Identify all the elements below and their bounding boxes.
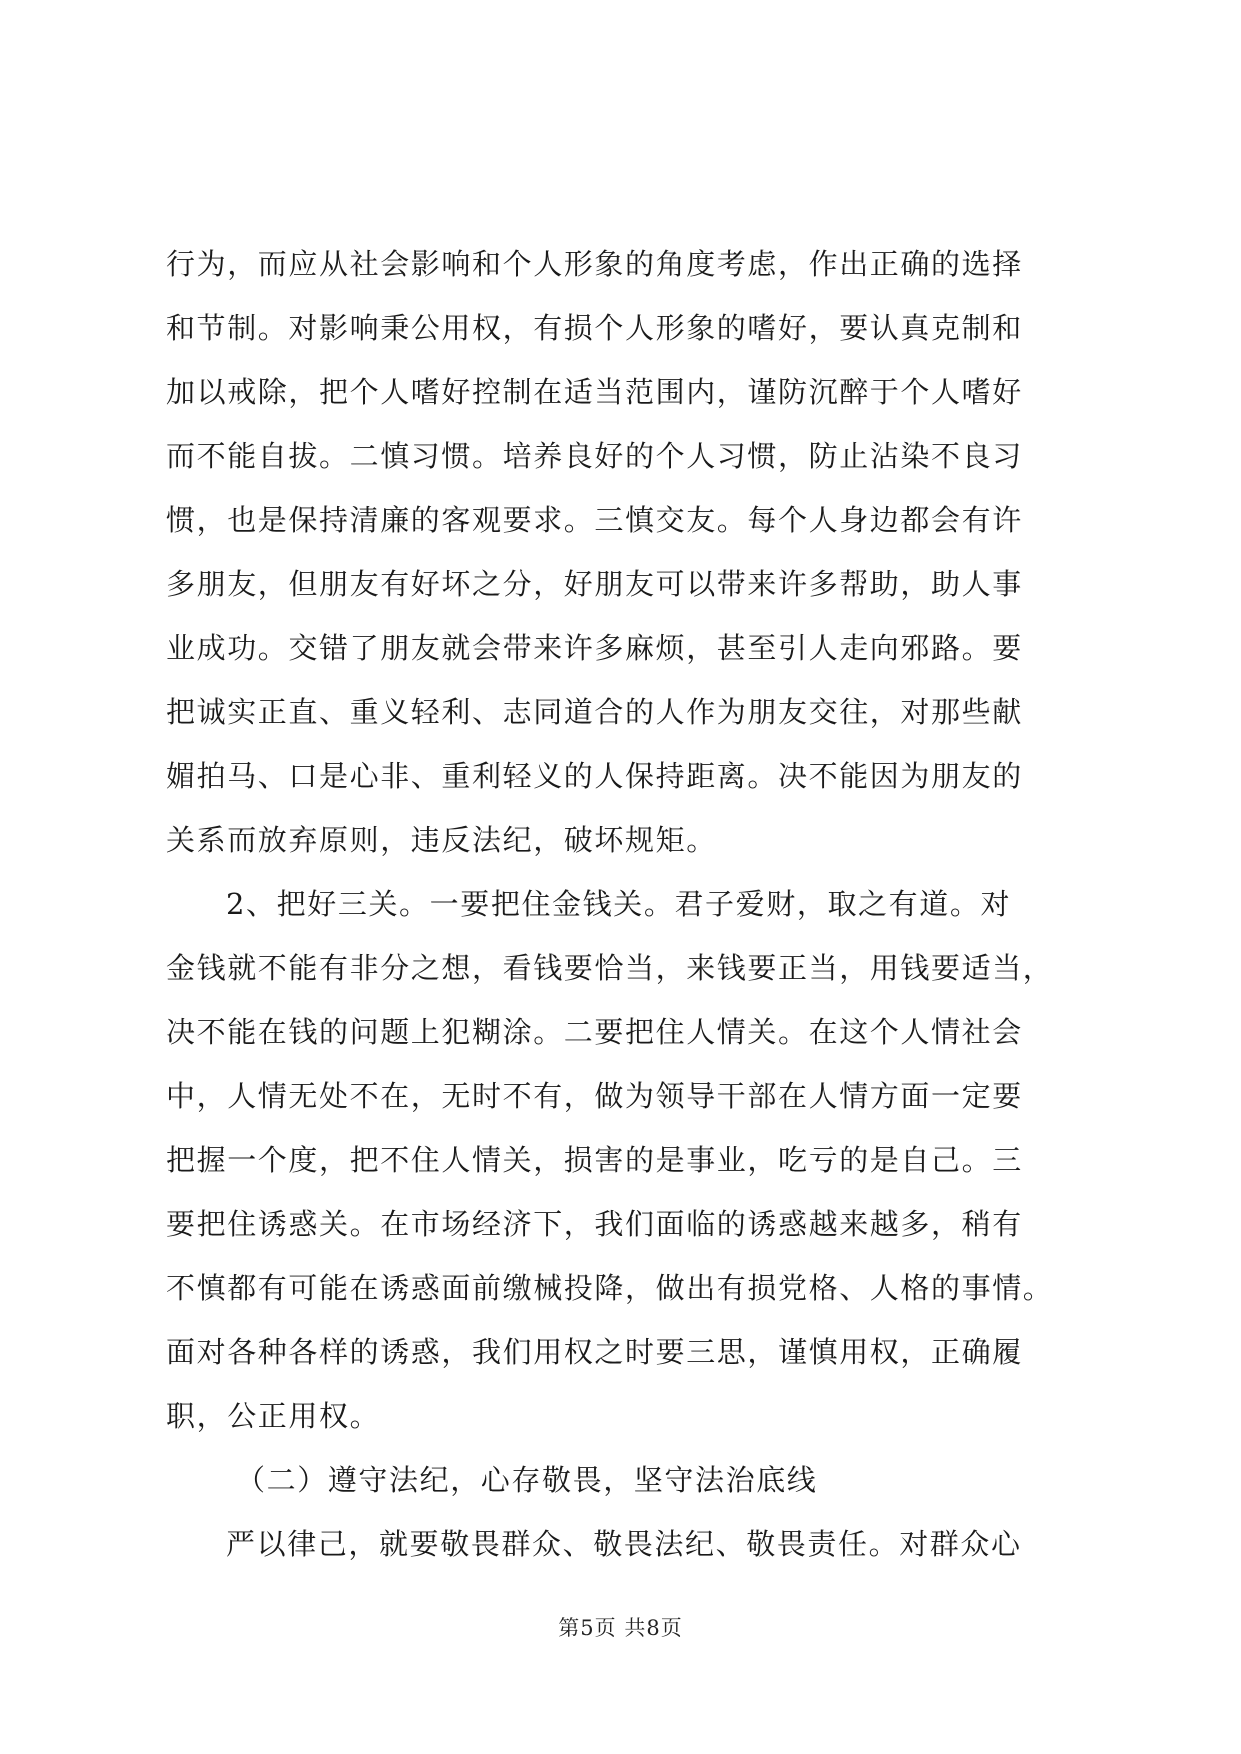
paragraph-start-line: 严以律己，就要敬畏群众、敬畏法纪、敬畏责任。对群众心: [226, 1527, 1022, 1561]
text-line: 业成功。交错了朋友就会带来许多麻烦，甚至引人走向邪路。要: [166, 631, 1023, 665]
paragraph-start-line: 2、把好三关。一要把住金钱关。君子爱财，取之有道。对: [226, 887, 1012, 921]
text-line: 把握一个度，把不住人情关，损害的是事业，吃亏的是自己。三: [166, 1143, 1023, 1177]
page-footer: 第5页 共8页: [558, 1616, 683, 1640]
section-heading: （二）遵守法纪，心存敬畏，坚守法治底线: [236, 1463, 818, 1497]
text-line: 职，公正用权。: [166, 1399, 381, 1433]
text-line: 媚拍马、口是心非、重利轻义的人保持距离。决不能因为朋友的: [166, 759, 1023, 793]
text-line: 惯，也是保持清廉的客观要求。三慎交友。每个人身边都会有许: [166, 503, 1023, 537]
text-line: 关系而放弃原则，违反法纪，破坏规矩。: [166, 823, 717, 857]
text-line: 而不能自拔。二慎习惯。培养良好的个人习惯，防止沾染不良习: [166, 439, 1023, 473]
text-line: 决不能在钱的问题上犯糊涂。二要把住人情关。在这个人情社会: [166, 1015, 1023, 1049]
text-line: 金钱就不能有非分之想，看钱要恰当，来钱要正当，用钱要适当，: [166, 951, 1054, 985]
text-line: 行为，而应从社会影响和个人形象的角度考虑，作出正确的选择: [166, 247, 1023, 281]
text-line: 面对各种各样的诱惑，我们用权之时要三思，谨慎用权，正确履: [166, 1335, 1023, 1369]
text-line: 多朋友，但朋友有好坏之分，好朋友可以带来许多帮助，助人事: [166, 567, 1023, 601]
document-body: [166, 232, 1086, 1576]
text-line: 中，人情无处不在，无时不有，做为领导干部在人情方面一定要: [166, 1079, 1023, 1113]
text-line: 不慎都有可能在诱惑面前缴械投降，做出有损党格、人格的事情。: [166, 1271, 1054, 1305]
text-line: 加以戒除，把个人嗜好控制在适当范围内，谨防沉醉于个人嗜好: [166, 375, 1023, 409]
text-line: 和节制。对影响秉公用权，有损个人形象的嗜好，要认真克制和: [166, 311, 1023, 345]
text-line: 要把住诱惑关。在市场经济下，我们面临的诱惑越来越多，稍有: [166, 1207, 1023, 1241]
text-line: 把诚实正直、重义轻利、志同道合的人作为朋友交往，对那些献: [166, 695, 1023, 729]
